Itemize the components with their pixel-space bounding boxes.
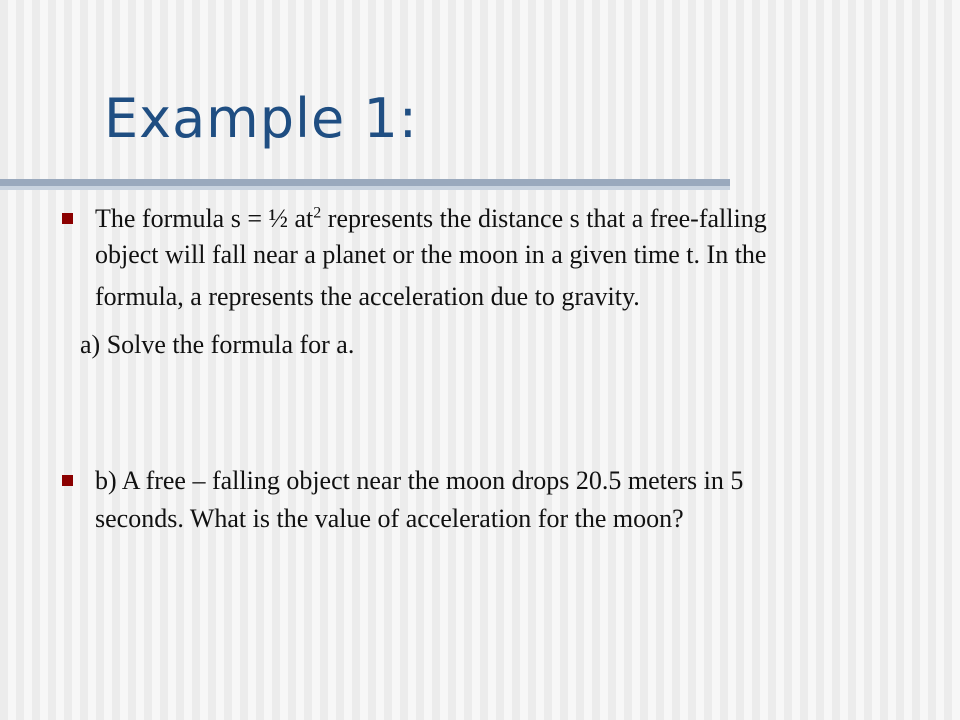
- bullet-2-line-2: seconds. What is the value of acceleration for the moon?: [95, 504, 684, 533]
- bullet-square-icon: [62, 475, 73, 486]
- bullet-1-line-1-pre: The formula s = ½ at: [95, 204, 314, 233]
- title-underline-shadow: [0, 186, 730, 190]
- bullet-square-icon: [62, 213, 73, 224]
- slide-title: Example 1:: [104, 87, 418, 150]
- bullet-2-line-1: b) A free – falling object near the moon drops 20.5 meters in 5: [95, 466, 744, 495]
- bullet-1-line-1: [95, 201, 767, 237]
- bullet-1-line-3: formula, a represents the acceleration due to gravity.: [95, 282, 640, 311]
- bullet-1-line-1-post: represents the distance s that a free-falling: [321, 204, 767, 233]
- bullet-1-line-2: object will fall near a planet or the moon in a given time t. In the: [95, 240, 767, 269]
- title-underline: [0, 179, 730, 186]
- superscript-2: 2: [313, 204, 322, 222]
- subitem-a: a) Solve the formula for a.: [80, 330, 355, 359]
